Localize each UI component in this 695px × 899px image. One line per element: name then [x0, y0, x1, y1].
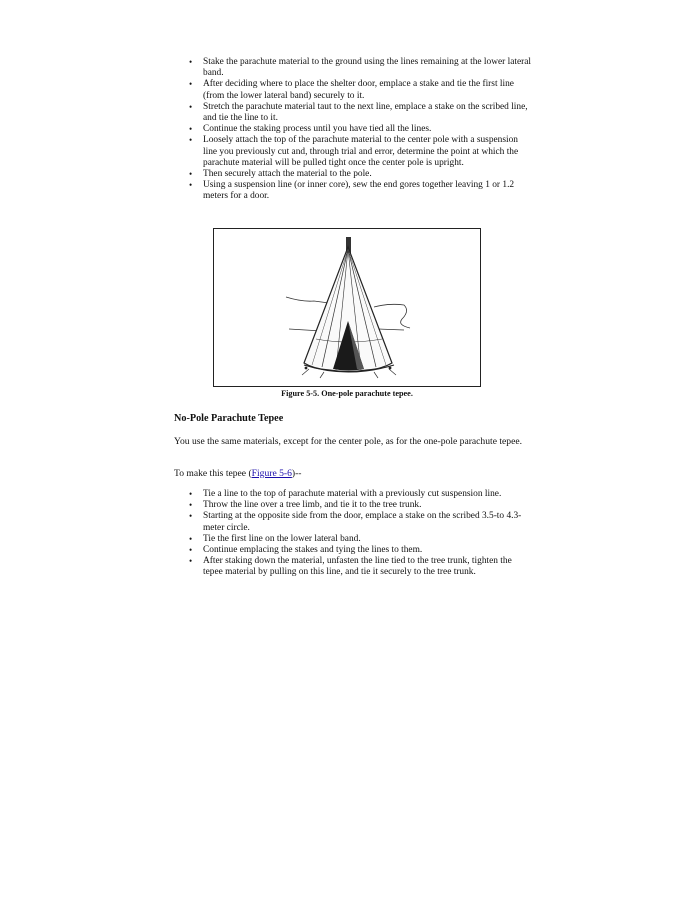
bullet-list-bottom: [186, 489, 531, 579]
make-suffix: )--: [291, 468, 302, 479]
list-item: • Tie a line to the top of parachute material with a previously cut suspension line.: [186, 489, 531, 500]
list-item: • Stretch the parachute material taut to the next line, emplace a stake on the scribed line, and tie the line to it.: [186, 102, 531, 124]
list-item: • Then securely attach the material to the pole.: [186, 169, 531, 180]
list-item: • Tie the first line on the lower lateral band.: [186, 534, 531, 545]
tepee-illustration: [213, 228, 481, 387]
make-prefix: To make this tepee (: [174, 468, 252, 479]
list-item: • After staking down the material, unfasten the line tied to the tree trunk, tighten the tepee material by pulling on this line, and tie it securely to the tree trunk.: [186, 556, 531, 578]
tepee-drawing: [214, 229, 480, 386]
list-item: • Continue emplacing the stakes and tying the lines to them.: [186, 545, 531, 556]
make-paragraph: [174, 468, 524, 480]
figure-caption: Figure 5-5. One-pole parachute tepee.: [281, 389, 413, 398]
list-item: • Starting at the opposite side from the door, emplace a stake on the scribed 3.5-to 4.3-meter circle.: [186, 511, 531, 533]
list-item: • Throw the line over a tree limb, and tie it to the tree trunk.: [186, 500, 531, 511]
list-item: • Using a suspension line (or inner core), sew the end gores together leaving 1 or 1.2 meters for a door.: [186, 180, 531, 202]
figure-link[interactable]: Figure 5-6: [251, 468, 292, 479]
section-heading: No-Pole Parachute Tepee: [174, 413, 284, 424]
list-item: • After deciding where to place the shelter door, emplace a stake and tie the first line (from the lower lateral band) securely to it.: [186, 79, 531, 101]
list-item: • Loosely attach the top of the parachute material to the center pole with a suspension line you previously cut and, through trial and error, determine the point at which the parachute material will be pulled tight once the center pole is upright.: [186, 135, 531, 169]
bullet-list-top: [186, 57, 531, 203]
list-item: • Stake the parachute material to the ground using the lines remaining at the lower lateral band.: [186, 57, 531, 79]
list-item: • Continue the staking process until you have tied all the lines.: [186, 124, 531, 135]
intro-paragraph: You use the same materials, except for the center pole, as for the one-pole parachute tepee.: [174, 436, 522, 447]
